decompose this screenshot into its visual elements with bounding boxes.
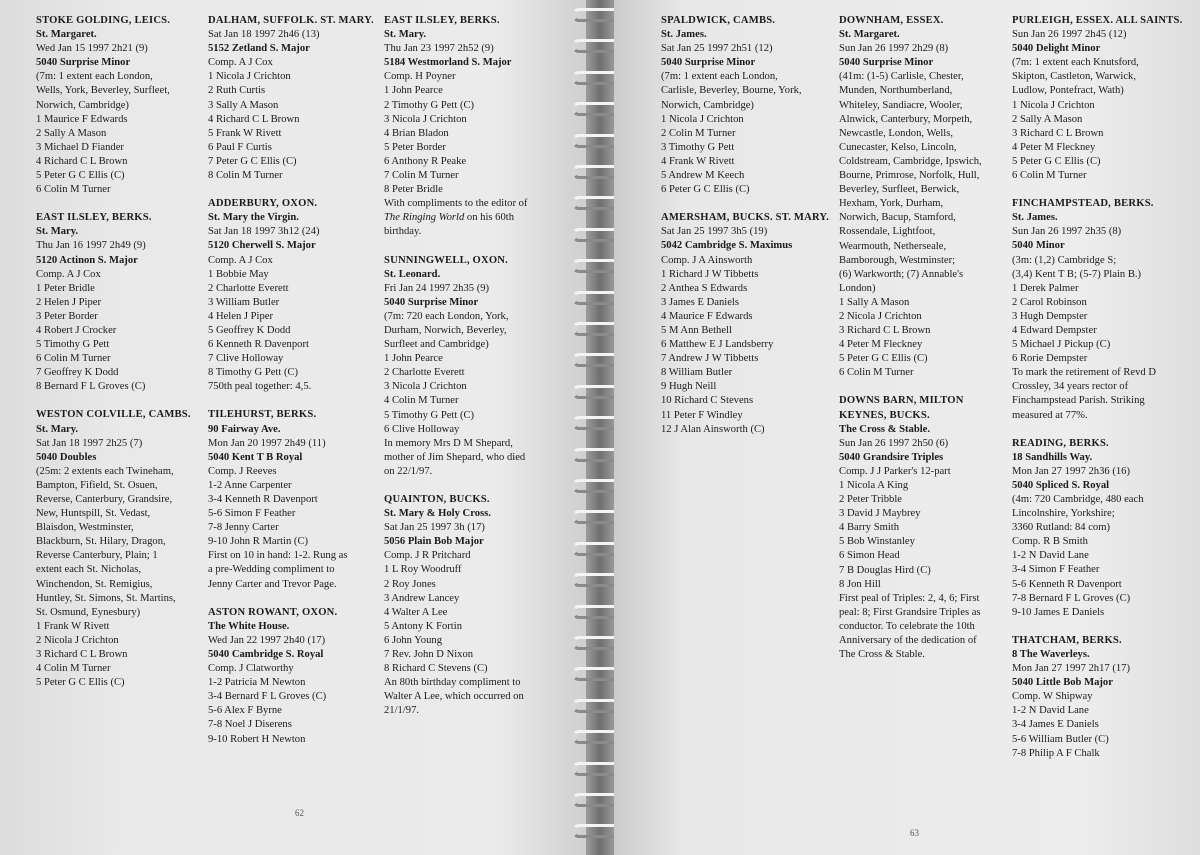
- peal-line: 9-10 James E Daniels: [1012, 606, 1105, 618]
- peal-line: Walter A Lee, which occurred on: [384, 691, 524, 703]
- peal-line: 3 William Butler: [208, 296, 280, 308]
- peal-line: 7 Rev. John D Nixon: [384, 649, 474, 661]
- peal-record: [208, 606, 374, 747]
- publication-title: The Ringing World: [384, 212, 465, 224]
- peal-line: Cunecaster, Kelso, Lincoln,: [839, 141, 957, 153]
- peal-line: Comp. J A Ainsworth: [661, 254, 753, 266]
- peal-line: 3 Richard C L Brown: [36, 649, 128, 661]
- peal-venue: 8 The Waverleys.: [1012, 648, 1090, 660]
- peal-line: 21/1/97.: [384, 705, 420, 717]
- peal-date: Fri Jan 24 1997 2h35 (9): [384, 282, 490, 294]
- peal-line: 5 Geoffrey K Dodd: [208, 324, 291, 336]
- peal-line: The Cross & Stable.: [839, 649, 925, 661]
- peal-line: (4m: 720 Cambridge, 480 each: [1012, 494, 1144, 505]
- peal-line: 7-8 Bernard F L Groves (C): [1012, 592, 1131, 604]
- peal-line: peal: 8; First Grandsire Triples as: [839, 606, 981, 618]
- peal-location: READING, BERKS.: [1012, 437, 1109, 449]
- peal-venue: St. James.: [1012, 212, 1058, 224]
- peal-date: Mon Jan 27 1997 2h17 (17): [1012, 663, 1130, 675]
- peal-record: [839, 14, 982, 380]
- peal-line: Bampton, Fifield, St. Osuen,: [36, 479, 158, 491]
- peal-line: Comp. J R Pritchard: [384, 550, 471, 562]
- peal-line: 5 Peter G C Ellis (C): [1012, 155, 1101, 167]
- peal-line: 5-6 Kenneth R Davenport: [1012, 578, 1122, 590]
- peal-line: 2 Peter Tribble: [839, 494, 902, 506]
- peal-date: Sat Jan 18 1997 3h12 (24): [208, 226, 320, 238]
- peal-venue: St. Mary.: [384, 29, 427, 41]
- peal-line: (7m: 720 each London, York,: [384, 310, 509, 322]
- peal-method: 5040 Minor: [1012, 240, 1065, 252]
- peal-venue: St. Margaret.: [36, 29, 97, 41]
- peal-line: 3-4 Simon F Feather: [1012, 564, 1100, 576]
- column-2: [208, 14, 374, 761]
- peal-line: 1-2 N David Lane: [1012, 550, 1089, 562]
- peal-line: Crossley, 34 years rector of: [1012, 381, 1129, 393]
- peal-line: Wells, York, Beverley, Surfleet,: [36, 85, 170, 97]
- peal-date: Thu Jan 16 1997 2h49 (9): [36, 240, 146, 252]
- peal-line: In memory Mrs D M Shepard,: [384, 437, 513, 449]
- peal-line: (7m: 1 extent each London,: [36, 71, 153, 83]
- peal-line: mother of Jim Shepard, who died: [384, 451, 526, 463]
- peal-line: 3-4 Bernard F L Groves (C): [208, 691, 327, 703]
- peal-line: Comp. R B Smith: [1012, 536, 1088, 548]
- peal-line: Comp. J Reeves: [208, 465, 277, 477]
- peal-method: 5040 Grandsire Triples: [839, 451, 944, 463]
- peal-line: 7-8 Philip A F Chalk: [1012, 747, 1100, 759]
- peal-line: on 22/1/97.: [384, 465, 433, 477]
- peal-location: QUAINTON, BUCKS.: [384, 494, 490, 505]
- peal-line: Norwich, Cambridge): [661, 99, 754, 111]
- peal-date: Sun Jan 26 1997 2h50 (6): [839, 437, 949, 449]
- peal-method: 5040 Surprise Minor: [36, 57, 131, 69]
- peal-venue: The Cross & Stable.: [839, 423, 931, 435]
- peal-venue: St. Mary.: [36, 226, 79, 238]
- peal-line: Norwich, Cambridge): [36, 99, 129, 111]
- peal-line: London): [839, 282, 876, 294]
- peal-method: 5040 Spliced S. Royal: [1012, 479, 1110, 491]
- peal-line: An 80th birthday compliment to: [384, 677, 521, 689]
- peal-line: First peal of Triples: 2, 4, 6; First: [839, 592, 980, 604]
- peal-line: 2 Ruth Curtis: [208, 85, 266, 97]
- peal-date: Sun Jan 26 1997 2h35 (8): [1012, 226, 1122, 238]
- peal-line: 1 Nicola J Crichton: [661, 113, 744, 125]
- peal-line: Comp. A J Cox: [208, 254, 273, 266]
- peal-location: ASTON ROWANT, OXON.: [208, 606, 338, 618]
- peal-method: 5040 Surprise Minor: [384, 296, 479, 308]
- peal-line: measured at 77%.: [1012, 409, 1088, 421]
- peal-line: 3-4 James E Daniels: [1012, 719, 1099, 731]
- peal-venue: The White House.: [208, 620, 290, 632]
- peal-line: 1 Peter Bridle: [36, 282, 95, 294]
- peal-note: The Ringing World on his 60th: [384, 212, 514, 224]
- peal-line: 1 Nicola J Crichton: [1012, 99, 1095, 111]
- peal-line: Carlisle, Beverley, Bourne, York,: [661, 85, 802, 97]
- peal-location: DOWNHAM, ESSEX.: [839, 15, 944, 26]
- column-5: [839, 14, 982, 676]
- peal-date: Mon Jan 27 1997 2h36 (16): [1012, 465, 1130, 477]
- peal-line: Whiteley, Sandiacre, Wooler,: [839, 99, 963, 111]
- peal-line: Finchampstead Parish. Striking: [1012, 395, 1145, 407]
- peal-line: Lincolnshire, Yorkshire;: [1012, 508, 1115, 520]
- peal-line: 2 Nicola J Crichton: [36, 634, 119, 646]
- peal-line: 2 Timothy G Pett (C): [384, 99, 475, 111]
- peal-line: 8 Timothy G Pett (C): [208, 367, 299, 379]
- peal-date: Sun Jan 26 1997 2h29 (8): [839, 43, 949, 55]
- peal-line: Anniversary of the dedication of: [839, 635, 977, 647]
- peal-location: KEYNES, BUCKS.: [839, 409, 930, 421]
- peal-line: 2 Sally A Mason: [36, 127, 107, 139]
- peal-line: Jenny Carter and Trevor Page.: [208, 578, 337, 590]
- peal-line: 5 Timothy G Pett (C): [384, 409, 475, 421]
- peal-date: Sat Jan 25 1997 3h5 (19): [661, 226, 768, 238]
- peal-line: 1 Nicola J Crichton: [208, 71, 291, 83]
- peal-line: (3,4) Kent T B; (5-7) Plain B.): [1012, 268, 1142, 280]
- peal-line: 4 Barry Smith: [839, 522, 900, 534]
- peal-method: 5040 Doubles: [36, 451, 97, 463]
- left-page: [0, 0, 586, 855]
- peal-line: 6 Colin M Turner: [839, 367, 914, 379]
- peal-venue: 18 Sandhills Way.: [1012, 451, 1093, 463]
- peal-venue: 90 Fairway Ave.: [208, 423, 281, 435]
- peal-line: 4 Frank W Rivett: [661, 155, 735, 167]
- peal-line: Rossendale, Lightfoot,: [839, 226, 936, 238]
- peal-line: 12 J Alan Ainsworth (C): [661, 423, 765, 435]
- page-number-left: 62: [295, 808, 304, 818]
- peal-method: 5040 Delight Minor: [1012, 43, 1101, 55]
- peal-method: 5042 Cambridge S. Maximus: [661, 240, 793, 252]
- peal-line: 6 Peter G C Ellis (C): [661, 184, 750, 196]
- peal-location: SUNNINGWELL, OXON.: [384, 254, 508, 266]
- peal-venue: St. Leonard.: [384, 268, 441, 280]
- peal-record: [208, 197, 374, 394]
- peal-line: Winchendon, St. Remigius,: [36, 578, 153, 590]
- peal-line: 5 Peter G C Ellis (C): [36, 170, 125, 182]
- peal-line: (25m: 2 extents each Twineham,: [36, 465, 174, 477]
- peal-line: 4 Richard C L Brown: [208, 113, 300, 125]
- peal-line: Reverse Canterbury, Plain; 1: [36, 550, 158, 562]
- peal-line: Wearmouth, Netherseale,: [839, 240, 947, 252]
- peal-line: Surfleet and Cambridge): [384, 339, 489, 351]
- peal-line: 7 Geoffrey K Dodd: [36, 367, 119, 379]
- peal-line: 6 Colin M Turner: [36, 353, 111, 365]
- peal-method: 5120 Actinon S. Major: [36, 254, 138, 266]
- right-page: [614, 0, 1200, 855]
- peal-venue: St. Mary.: [36, 423, 79, 435]
- peal-date: Sat Jan 18 1997 2h25 (7): [36, 437, 143, 449]
- peal-line: 10 Richard C Stevens: [661, 395, 754, 407]
- peal-line: 3 Nicola J Crichton: [384, 381, 467, 393]
- peal-record: [839, 394, 982, 662]
- peal-line: 7 Peter G C Ellis (C): [208, 155, 297, 167]
- peal-line: St. Osmund, Eynesbury): [36, 606, 141, 618]
- peal-line: Ludlow, Pontefract, Wath): [1012, 85, 1124, 97]
- peal-location: EAST ILSLEY, BERKS.: [36, 212, 152, 224]
- peal-line: 4 Edward Dempster: [1012, 324, 1097, 336]
- peal-record: [1012, 634, 1182, 761]
- peal-date: Sat Jan 25 1997 2h51 (12): [661, 43, 773, 55]
- peal-line: 7 Colin M Turner: [384, 170, 459, 182]
- peal-line: 6 Anthony R Peake: [384, 155, 467, 167]
- peal-line: 7 B Douglas Hird (C): [839, 564, 931, 576]
- peal-line: 2 Carol Robinson: [1012, 296, 1087, 308]
- peal-line: 3 Nicola J Crichton: [384, 113, 467, 125]
- peal-line: 9 Hugh Neill: [661, 381, 717, 393]
- peal-record: [208, 14, 374, 183]
- spiral-binding: [586, 0, 614, 855]
- peal-line: (7m: 1 extent each London,: [661, 71, 778, 83]
- peal-line: 4 Walter A Lee: [384, 606, 448, 618]
- peal-record: [1012, 437, 1182, 620]
- peal-line: Comp. A J Cox: [36, 268, 101, 280]
- peal-line: 3 Richard C L Brown: [1012, 127, 1104, 139]
- peal-line: 8 Bernard F L Groves (C): [36, 381, 146, 393]
- peal-line: Reverse, Canterbury, Grandsire,: [36, 494, 173, 505]
- peal-line: 5 Peter Border: [384, 141, 446, 153]
- peal-line: 5 Peter G C Ellis (C): [36, 677, 125, 689]
- peal-line: Comp. J J Parker's 12-part: [839, 465, 951, 477]
- peal-line: 7-8 Noel J Diserens: [208, 719, 292, 731]
- peal-line: (6) Warkworth; (7) Annable's: [839, 268, 964, 280]
- peal-line: Skipton, Castleton, Warwick,: [1012, 71, 1137, 83]
- peal-location: FINCHAMPSTEAD, BERKS.: [1012, 198, 1154, 210]
- peal-location: EAST ILSLEY, BERKS.: [384, 15, 500, 26]
- peal-line: 5 Andrew M Keech: [661, 170, 745, 182]
- column-4: [661, 14, 829, 451]
- peal-line: Beverley, Surfleet, Berwick,: [839, 184, 960, 196]
- peal-line: (41m: (1-5) Carlisle, Chester,: [839, 71, 964, 83]
- peal-line: 6 Colin M Turner: [36, 184, 111, 196]
- peal-line: 8 Colin M Turner: [208, 170, 283, 182]
- peal-line: 7-8 Jenny Carter: [208, 522, 279, 534]
- peal-line: Newcastle, London, Wells,: [839, 127, 953, 139]
- peal-line: 1 Bobbie May: [208, 268, 269, 280]
- peal-record: [208, 408, 374, 591]
- peal-line: 3 Timothy G Pett: [661, 141, 735, 153]
- peal-line: Blackburn, St. Hilary, Dragon,: [36, 536, 166, 548]
- peal-line: 6 Clive Holloway: [384, 423, 460, 435]
- peal-line: 2 Helen J Piper: [36, 296, 102, 308]
- peal-line: 4 Helen J Piper: [208, 310, 274, 322]
- peal-location: DALHAM, SUFFOLK. ST. MARY.: [208, 15, 374, 26]
- peal-line: Hexham, York, Durham,: [839, 198, 944, 210]
- peal-line: 1-2 N David Lane: [1012, 705, 1089, 717]
- peal-line: (7m: 1 extent each Knutsford,: [1012, 57, 1139, 69]
- peal-line: 1 Richard J W Tibbetts: [661, 268, 759, 280]
- peal-date: Thu Jan 23 1997 2h52 (9): [384, 43, 494, 55]
- peal-line: 4 Robert J Crocker: [36, 324, 117, 336]
- peal-line: 1 John Pearce: [384, 353, 443, 365]
- peal-line: 1 Frank W Rivett: [36, 620, 110, 632]
- peal-line: 2 Charlotte Everett: [208, 282, 289, 294]
- peal-line: 5 Michael J Pickup (C): [1012, 339, 1111, 351]
- peal-line: 6 Paul F Curtis: [208, 141, 272, 153]
- peal-date: Sun Jan 26 1997 2h45 (12): [1012, 29, 1127, 41]
- peal-record: [384, 14, 527, 240]
- peal-line: extent each St. Nicholas,: [36, 564, 142, 576]
- peal-line: 8 Richard C Stevens (C): [384, 663, 488, 675]
- column-6: [1012, 14, 1182, 775]
- peal-line: Comp. J Clatworthy: [208, 663, 294, 675]
- peal-line: 4 Maurice F Edwards: [661, 310, 753, 322]
- peal-line: 3360 Rutland: 84 com): [1012, 522, 1110, 534]
- peal-line: 6 Matthew E J Landsberry: [661, 339, 774, 351]
- peal-line: Comp. W Shipway: [1012, 691, 1093, 703]
- peal-line: 5 Timothy G Pett: [36, 339, 110, 351]
- peal-location: WESTON COLVILLE, CAMBS.: [36, 409, 191, 421]
- peal-line: 5-6 Alex F Byrne: [208, 705, 282, 717]
- peal-line: 3 Peter Border: [36, 310, 98, 322]
- peal-method: 5152 Zetland S. Major: [208, 43, 310, 55]
- peal-line: 8 Peter Bridle: [384, 184, 443, 196]
- peal-location: SPALDWICK, CAMBS.: [661, 15, 776, 26]
- peal-line: 1-2 Anne Carpenter: [208, 479, 292, 491]
- peal-line: 8 William Butler: [661, 367, 733, 379]
- peal-line: Bamborough, Westminster;: [839, 254, 956, 266]
- peal-line: 4 Peter M Fleckney: [839, 339, 923, 351]
- peal-record: [1012, 14, 1182, 183]
- peal-record: [36, 211, 191, 394]
- peal-line: 2 Sally A Mason: [1012, 113, 1083, 125]
- peal-venue: St. Margaret.: [839, 29, 900, 41]
- peal-line: 3 David J Maybrey: [839, 508, 921, 520]
- peal-record: [384, 493, 527, 719]
- peal-line: 2 Colin M Turner: [661, 127, 736, 139]
- peal-line: Huntley, St. Simons, St. Martins,: [36, 592, 176, 604]
- peal-method: 5040 Kent T B Royal: [208, 451, 303, 463]
- column-3: [384, 14, 527, 733]
- peal-line: Norwich, Bacup, Stamford,: [839, 212, 956, 224]
- peal-line: 3 Andrew Lancey: [384, 592, 460, 604]
- peal-line: 3 Michael D Fiander: [36, 141, 124, 153]
- peal-line: (3m: (1,2) Cambridge S;: [1012, 254, 1117, 266]
- peal-line: With compliments to the editor of: [384, 198, 528, 210]
- peal-line: 2 Anthea S Edwards: [661, 282, 748, 294]
- peal-line: 2 Nicola J Crichton: [839, 310, 922, 322]
- peal-line: 4 Colin M Turner: [36, 663, 111, 675]
- peal-record: [661, 211, 829, 437]
- peal-venue: St. Mary & Holy Cross.: [384, 508, 491, 520]
- peal-location: STOKE GOLDING, LEICS.: [36, 15, 171, 26]
- peal-record: [661, 14, 829, 197]
- peal-line: 7 Clive Holloway: [208, 353, 284, 365]
- peal-line: 3 Hugh Dempster: [1012, 310, 1088, 322]
- page-number-right: 63: [910, 828, 919, 838]
- peal-line: Comp. A J Cox: [208, 57, 273, 69]
- peal-venue: St. James.: [661, 29, 707, 41]
- peal-line: 3 James E Daniels: [661, 296, 739, 308]
- peal-method: 5040 Cambridge S. Royal: [208, 648, 324, 660]
- peal-line: 1 John Pearce: [384, 85, 443, 97]
- peal-line: 4 Peter M Fleckney: [1012, 141, 1096, 153]
- peal-method: 5040 Surprise Minor: [661, 57, 756, 69]
- peal-line: 4 Richard C L Brown: [36, 155, 128, 167]
- peal-line: 1 Derek Palmer: [1012, 282, 1079, 294]
- peal-line: 3 Richard C L Brown: [839, 325, 931, 337]
- peal-line: 3-4 Kenneth R Davenport: [208, 494, 318, 505]
- peal-line: 6 Colin M Turner: [1012, 170, 1087, 182]
- peal-line: 9-10 John R Martin (C): [208, 536, 309, 548]
- peal-line: Alnwick, Canterbury, Morpeth,: [839, 113, 973, 125]
- peal-location: AMERSHAM, BUCKS. ST. MARY.: [661, 212, 830, 224]
- peal-line: 5-6 Simon F Feather: [208, 508, 296, 520]
- peal-venue: St. Mary the Virgin.: [208, 212, 299, 224]
- peal-record: [384, 254, 527, 480]
- peal-location: DOWNS BARN, MILTON: [839, 395, 964, 407]
- peal-line: 7 Andrew J W Tibbetts: [661, 353, 759, 365]
- peal-line: 6 Rorie Dempster: [1012, 353, 1088, 365]
- peal-line: 1 Sally A Mason: [839, 296, 910, 308]
- peal-record: [36, 408, 191, 690]
- peal-line: 5 Antony K Fortin: [384, 620, 462, 632]
- peal-line: 4 Colin M Turner: [384, 395, 459, 407]
- peal-line: 1 L Roy Woodruff: [384, 564, 462, 576]
- peal-date: Mon Jan 20 1997 2h49 (11): [208, 437, 326, 449]
- peal-line: Coldstream, Cambridge, Ipswich,: [839, 155, 982, 167]
- peal-line: 6 Kenneth R Davenport: [208, 339, 309, 351]
- peal-line: First on 10 in hand: 1-2. Rung as: [208, 550, 348, 562]
- peal-line: birthday.: [384, 226, 422, 238]
- peal-line: 6 Simon Head: [839, 550, 900, 562]
- column-1: [36, 14, 191, 704]
- peal-line: conductor. To celebrate the 10th: [839, 620, 975, 632]
- peal-location: ADDERBURY, OXON.: [208, 198, 318, 210]
- peal-method: 5056 Plain Bob Major: [384, 536, 484, 548]
- peal-line: To mark the retirement of Revd D: [1012, 367, 1156, 379]
- peal-line: 1 Nicola A King: [839, 480, 909, 491]
- peal-line: Blaisdon, Westminster,: [36, 522, 134, 534]
- peal-record: [36, 14, 191, 197]
- peal-line: 1 Maurice F Edwards: [36, 113, 128, 125]
- peal-date: Wed Jan 15 1997 2h21 (9): [36, 43, 148, 55]
- peal-line: 11 Peter F Windley: [661, 409, 743, 421]
- peal-line: 9-10 Robert H Newton: [208, 733, 306, 745]
- peal-line: 5 Frank W Rivett: [208, 127, 282, 139]
- peal-date: Sat Jan 25 1997 3h (17): [384, 522, 485, 534]
- peal-line: 1-2 Patricia M Newton: [208, 677, 306, 689]
- peal-line: 2 Charlotte Everett: [384, 367, 465, 379]
- peal-location: TILEHURST, BERKS.: [208, 409, 317, 421]
- peal-line: 4 Brian Bladon: [384, 127, 449, 139]
- peal-method: 5040 Surprise Minor: [839, 57, 934, 69]
- peal-method: 5184 Westmorland S. Major: [384, 57, 512, 69]
- peal-line: Bourne, Primrose, Norfolk, Hull,: [839, 170, 980, 182]
- peal-line: 5 M Ann Bethell: [661, 324, 732, 336]
- peal-line: 3 Sally A Mason: [208, 99, 279, 111]
- peal-line: 8 Jon Hill: [839, 578, 881, 590]
- peal-line: 2 Roy Jones: [384, 578, 436, 590]
- peal-record: [1012, 197, 1182, 423]
- peal-line: a pre-Wedding compliment to: [208, 564, 335, 576]
- peal-date: Wed Jan 22 1997 2h40 (17): [208, 634, 326, 646]
- peal-line: 5 Peter G C Ellis (C): [839, 353, 928, 365]
- peal-location: THATCHAM, BERKS.: [1012, 634, 1122, 646]
- peal-line: Munden, Northumberland,: [839, 85, 953, 97]
- peal-method: 5120 Cherwell S. Major: [208, 240, 316, 252]
- peal-line: 750th peal together: 4,5.: [208, 381, 312, 393]
- peal-line: 5-6 William Butler (C): [1012, 733, 1109, 745]
- peal-line: 6 John Young: [384, 634, 442, 646]
- peal-method: 5040 Little Bob Major: [1012, 677, 1113, 689]
- peal-line: Durham, Norwich, Beverley,: [384, 324, 507, 336]
- peal-location: PURLEIGH, ESSEX. ALL SAINTS.: [1012, 15, 1183, 26]
- peal-line: Comp. H Poyner: [384, 71, 456, 83]
- peal-line: New, Huntspill, St. Vedast,: [36, 508, 151, 520]
- peal-date: Sat Jan 18 1997 2h46 (13): [208, 29, 320, 41]
- peal-line: 5 Bob Winstanley: [839, 536, 915, 548]
